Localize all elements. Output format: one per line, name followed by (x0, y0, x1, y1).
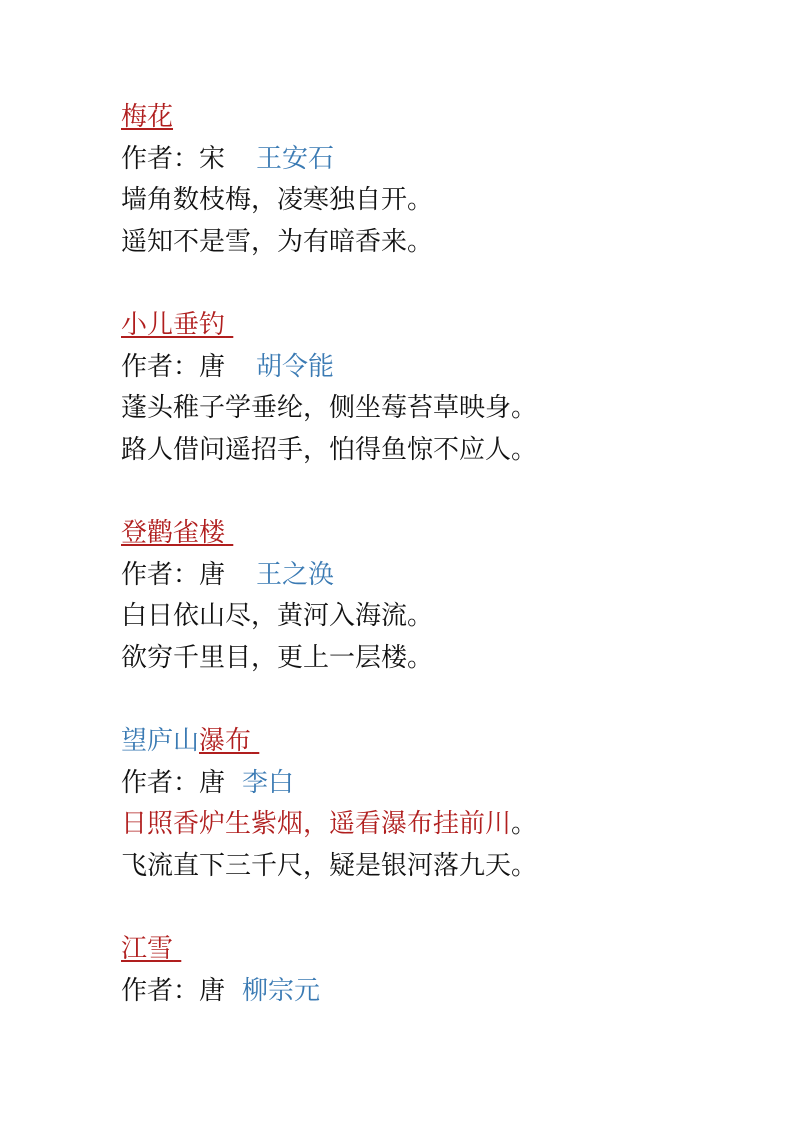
author-name: 胡令能 (256, 351, 335, 382)
poem-verse-highlight: 日照香炉生紫烟，遥看瀑布挂前川 (121, 809, 512, 839)
author-prefix: 作者：唐 (121, 975, 226, 1006)
poem-title: 小儿垂钓 (121, 310, 226, 340)
poem-verse: 飞流直下三千尺，疑是银河落九天。 (121, 850, 538, 881)
poem-author-line (121, 763, 741, 805)
author-name: 王安石 (256, 143, 335, 174)
poem-verse: 路人借问遥招手，怕得鱼惊不应人。 (121, 434, 538, 465)
author-prefix: 作者：宋 (121, 143, 226, 174)
poem-wang-lushan-pubu (121, 721, 741, 887)
poem-verse: 墙角数枝梅，凌寒独自开。 (121, 185, 434, 215)
poem-meihua (121, 97, 741, 263)
poem-title-line (121, 513, 741, 555)
poem-title-line (121, 305, 741, 347)
author-prefix: 作者：唐 (121, 351, 226, 382)
author-prefix: 作者：唐 (121, 559, 226, 590)
poem-title-line (121, 97, 741, 139)
poem-title: 江雪 (121, 934, 174, 964)
poem-verse (121, 804, 741, 846)
author-name: 李白 (242, 767, 295, 798)
poem-title-line (121, 929, 741, 971)
poem-title-line (121, 721, 741, 763)
author-prefix: 作者：唐 (121, 767, 226, 798)
poem-author-line (121, 971, 741, 1013)
author-name: 王之涣 (256, 559, 335, 590)
poem-verse: 蓬头稚子学垂纶，侧坐莓苔草映身。 (121, 393, 538, 423)
poem-xiaoer-chuidiao (121, 305, 741, 471)
poem-page (121, 97, 741, 1012)
poem-verse-end: 。 (511, 809, 538, 839)
author-name: 柳宗元 (242, 975, 321, 1006)
poem-verse: 欲穷千里目，更上一层楼。 (121, 642, 434, 673)
poem-deng-guanquelou (121, 513, 741, 679)
poem-title-highlight: 瀑布 (199, 726, 252, 756)
poem-title: 梅花 (121, 102, 174, 132)
poem-title: 登鹳雀楼 (121, 518, 226, 548)
poem-author-line (121, 347, 741, 389)
poem-author-line (121, 139, 741, 181)
poem-author-line (121, 555, 741, 597)
poem-verse: 白日依山尽，黄河入海流。 (121, 601, 434, 631)
poem-title-plain: 望庐山 (121, 726, 200, 756)
poem-jiangxue (121, 929, 741, 1012)
poem-verse: 遥知不是雪，为有暗香来。 (121, 226, 434, 257)
